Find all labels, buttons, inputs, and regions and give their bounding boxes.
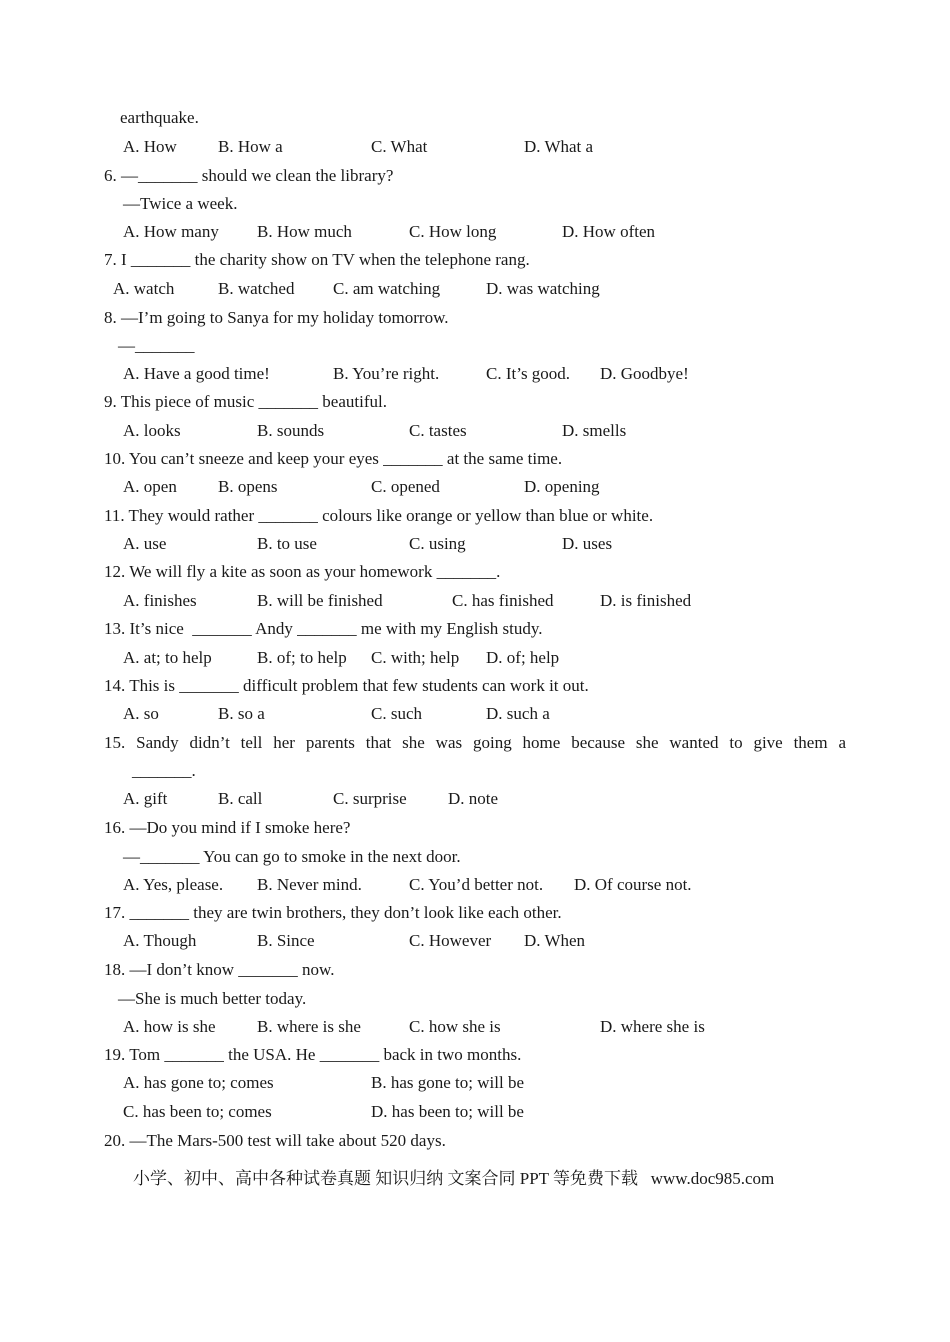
q11-option-b: B. to use: [257, 534, 317, 553]
q9-option-a: A. looks: [123, 421, 181, 440]
question-6: 6. —_______ should we clean the library?: [104, 166, 394, 185]
question-6-reply: —Twice a week.: [123, 194, 238, 213]
q17-option-d: D. When: [524, 931, 586, 950]
question-16: 16. —Do you mind if I smoke here?: [104, 818, 351, 837]
q19-option-b: B. has gone to; will be: [371, 1073, 524, 1092]
question-15-continuation: _______.: [132, 761, 196, 780]
q10-option-d: D. opening: [524, 477, 600, 496]
q17-option-a: A. Though: [123, 931, 197, 950]
q13-option-b: B. of; to help: [257, 648, 347, 667]
question-17: 17. _______ they are twin brothers, they don’t look like each other.: [104, 903, 562, 922]
q6-option-a: A. How many: [123, 222, 219, 241]
q5-option-b: B. How a: [218, 137, 283, 156]
question-8-reply: —_______: [118, 336, 195, 355]
q5-option-d: D. What a: [524, 137, 594, 156]
q5-option-a: A. How: [123, 137, 177, 156]
q13-option-d: D. of; help: [486, 648, 560, 667]
q7-option-b: B. watched: [218, 279, 295, 298]
q14-option-c: C. such: [371, 704, 422, 723]
q19-option-a: A. has gone to; comes: [123, 1073, 274, 1092]
q9-option-d: D. smells: [562, 421, 627, 440]
q16-option-a: A. Yes, please.: [123, 875, 224, 894]
question-20: 20. —The Mars-500 test will take about 520 days.: [104, 1131, 446, 1150]
q9-option-c: C. tastes: [409, 421, 467, 440]
q17-option-c: C. However: [409, 931, 492, 950]
q18-option-b: B. where is she: [257, 1017, 361, 1036]
q9-option-b: B. sounds: [257, 421, 325, 440]
q14-option-d: D. such a: [486, 704, 550, 723]
q8-option-b: B. You’re right.: [333, 364, 440, 383]
q10-option-c: C. opened: [371, 477, 440, 496]
q17-option-b: B. Since: [257, 931, 315, 950]
question-12: 12. We will fly a kite as soon as your homework _______.: [104, 562, 501, 581]
q12-option-d: D. is finished: [600, 591, 692, 610]
q12-option-b: B. will be finished: [257, 591, 383, 610]
q7-option-c: C. am watching: [333, 279, 441, 298]
question-19: 19. Tom _______ the USA. He _______ back in two months.: [104, 1045, 522, 1064]
q19-option-d: D. has been to; will be: [371, 1102, 524, 1121]
q15-option-d: D. note: [448, 789, 499, 808]
q19-option-c: C. has been to; comes: [123, 1102, 272, 1121]
question-14: 14. This is _______ difficult problem that few students can work it out.: [104, 676, 589, 695]
q7-option-d: D. was watching: [486, 279, 600, 298]
q16-option-c: C. You’d better not.: [409, 875, 544, 894]
q6-option-c: C. How long: [409, 222, 497, 241]
q18-option-d: D. where she is: [600, 1017, 705, 1036]
q14-option-a: A. so: [123, 704, 159, 723]
q5-option-c: C. What: [371, 137, 428, 156]
page-footer: 小学、初中、高中各种试卷真题 知识归纳 文案合同 PPT 等免费下载 www.doc985.com: [133, 1169, 775, 1188]
q6-option-b: B. How much: [257, 222, 352, 241]
q6-option-d: D. How often: [562, 222, 656, 241]
q11-option-d: D. uses: [562, 534, 613, 553]
q15-option-c: C. surprise: [333, 789, 407, 808]
q13-option-c: C. with; help: [371, 648, 460, 667]
question-7: 7. I _______ the charity show on TV when the telephone rang.: [104, 250, 530, 269]
question-9: 9. This piece of music _______ beautiful.: [104, 392, 387, 411]
question-18-reply: —She is much better today.: [118, 989, 307, 1008]
q7-option-a: A. watch: [113, 279, 175, 298]
question-10: 10. You can’t sneeze and keep your eyes _______ at the same time.: [104, 449, 563, 468]
q12-option-c: C. has finished: [452, 591, 554, 610]
question-13: 13. It’s nice _______ Andy _______ me with my English study.: [104, 619, 543, 638]
question-16-reply: —_______ You can go to smoke in the next door.: [123, 847, 461, 866]
q10-option-a: A. open: [123, 477, 177, 496]
q15-option-a: A. gift: [123, 789, 168, 808]
q15-option-b: B. call: [218, 789, 263, 808]
q16-option-d: D. Of course not.: [574, 875, 692, 894]
q10-option-b: B. opens: [218, 477, 278, 496]
question-15: 15. Sandy didn’t tell her parents that she was going home because she wanted to give them a: [104, 733, 846, 752]
q13-option-a: A. at; to help: [123, 648, 212, 667]
q8-option-d: D. Goodbye!: [600, 364, 689, 383]
question-8: 8. —I’m going to Sanya for my holiday tomorrow.: [104, 308, 449, 327]
q11-option-c: C. using: [409, 534, 466, 553]
question-5-continuation: earthquake.: [120, 108, 199, 127]
q8-option-a: A. Have a good time!: [123, 364, 270, 383]
q11-option-a: A. use: [123, 534, 167, 553]
question-18: 18. —I don’t know _______ now.: [104, 960, 335, 979]
q18-option-c: C. how she is: [409, 1017, 501, 1036]
q18-option-a: A. how is she: [123, 1017, 216, 1036]
question-11: 11. They would rather _______ colours like orange or yellow than blue or white.: [104, 506, 654, 525]
q8-option-c: C. It’s good.: [486, 364, 571, 383]
q14-option-b: B. so a: [218, 704, 265, 723]
q16-option-b: B. Never mind.: [257, 875, 362, 894]
q12-option-a: A. finishes: [123, 591, 197, 610]
